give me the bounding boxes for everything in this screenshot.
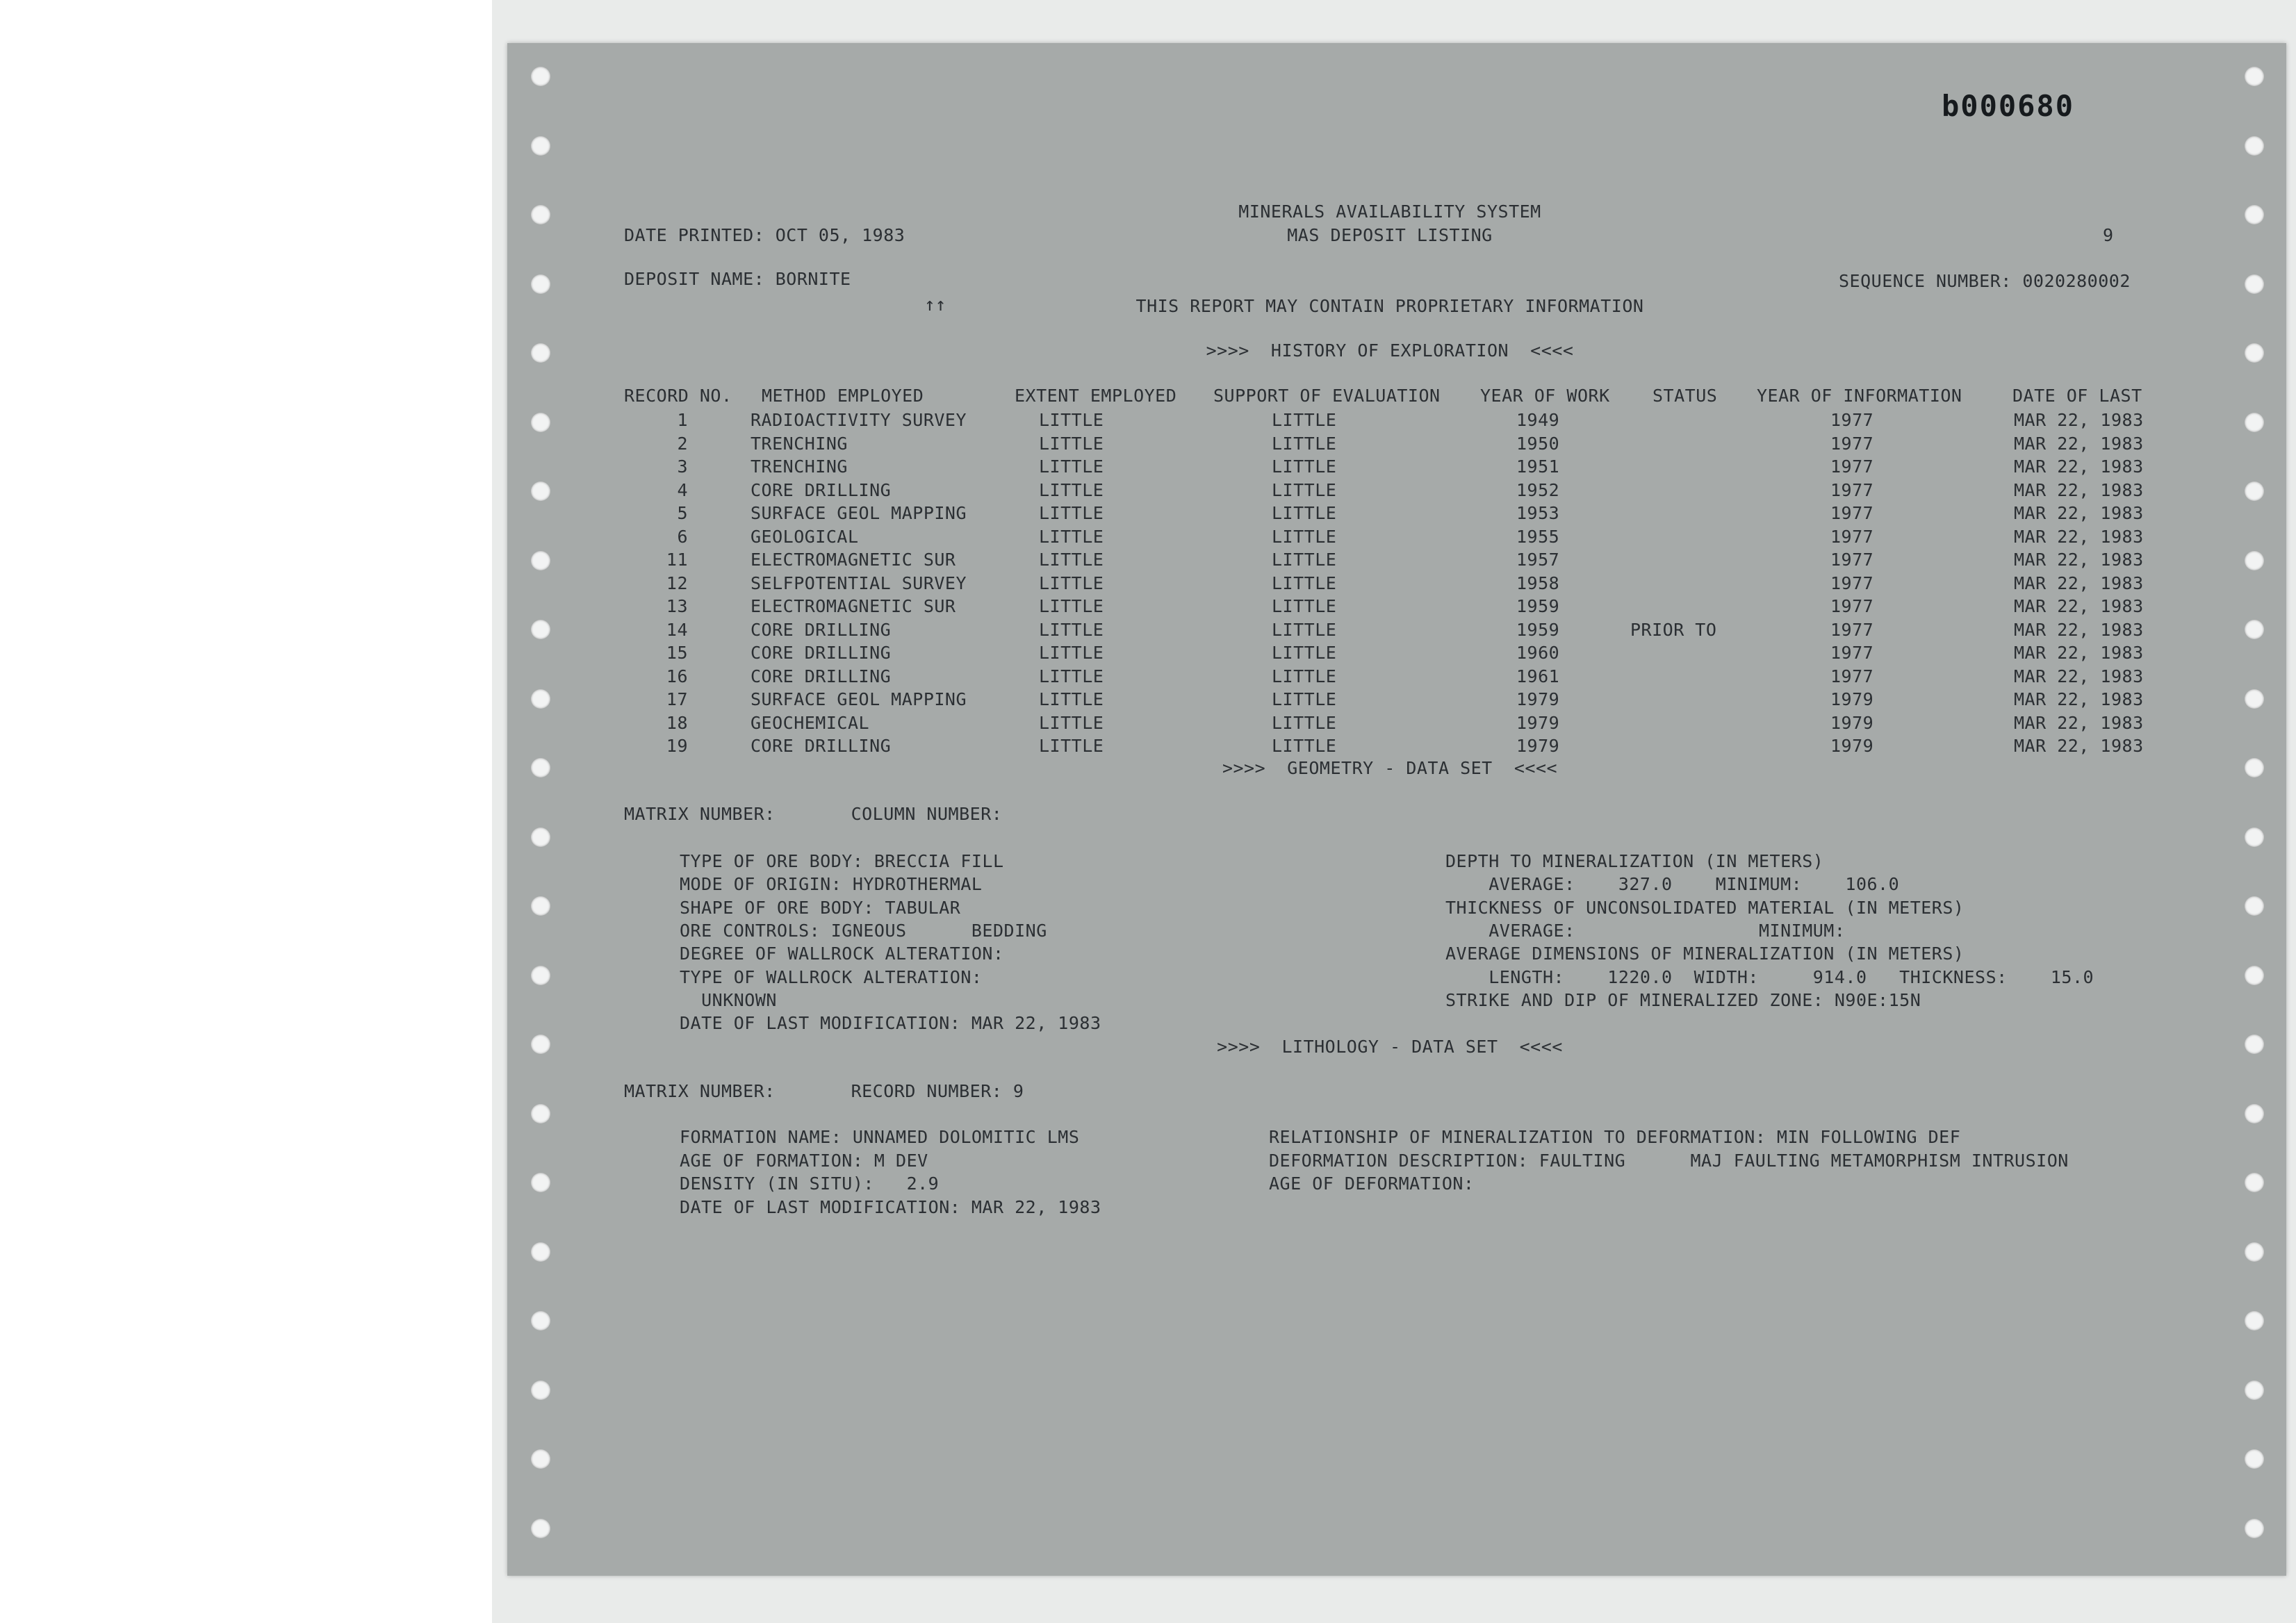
table-cell: 1979 (1516, 736, 1560, 756)
table-cell: 1953 (1516, 503, 1560, 523)
geometry-field: AVERAGE: 327.0 MINIMUM: 106.0 (1445, 874, 1900, 895)
deposit-name: DEPOSIT NAME: BORNITE (624, 269, 851, 289)
table-cell: LITTLE (1039, 643, 1104, 663)
table-cell: 1977 (1830, 456, 1874, 477)
table-cell: LITTLE (1272, 666, 1337, 686)
geometry-field: UNKNOWN (680, 989, 777, 1010)
table-cell: 1958 (1516, 572, 1560, 593)
table-cell: MAR 22, 1983 (2014, 712, 2144, 733)
lithology-field: FORMATION NAME: UNNAMED DOLOMITIC LMS (680, 1127, 1080, 1147)
table-cell: 1979 (1516, 712, 1560, 733)
table-cell: SURFACE GEOL MAPPING (751, 689, 967, 709)
geometry-field: TYPE OF WALLROCK ALTERATION: (680, 966, 983, 987)
geometry-field: LENGTH: 1220.0 WIDTH: 914.0 THICKNESS: 15.0 (1445, 966, 2094, 987)
tractor-hole (531, 481, 550, 501)
table-cell: LITTLE (1039, 526, 1104, 547)
table-cell: LITTLE (1039, 689, 1104, 709)
table-cell: MAR 22, 1983 (2014, 433, 2144, 454)
tractor-hole (2245, 689, 2264, 709)
tractor-hole (531, 689, 550, 709)
table-cell: LITTLE (1039, 479, 1104, 500)
geometry-field: DEGREE OF WALLROCK ALTERATION: (680, 944, 1004, 964)
tractor-hole (2245, 274, 2264, 294)
tractor-hole (2245, 620, 2264, 639)
table-cell: TRENCHING (751, 456, 848, 477)
sequence-number: SEQUENCE NUMBER: 0020280002 (1839, 271, 2131, 291)
record-number-cell: 1 (677, 410, 688, 430)
table-cell: 1949 (1516, 410, 1560, 430)
geometry-field: SHAPE OF ORE BODY: TABULAR (680, 897, 961, 918)
tractor-hole (2245, 1519, 2264, 1538)
tractor-hole (531, 551, 550, 570)
table-cell: MAR 22, 1983 (2014, 643, 2144, 663)
record-number-cell: 6 (677, 526, 688, 547)
geometry-field: STRIKE AND DIP OF MINERALIZED ZONE: N90E:15N (1445, 989, 1921, 1010)
column-header: METHOD EMPLOYED (762, 386, 924, 406)
table-cell: LITTLE (1039, 550, 1104, 570)
lithology-field: DENSITY (IN SITU): 2.9 (680, 1173, 940, 1194)
table-cell: LITTLE (1272, 596, 1337, 616)
table-cell: 1979 (1516, 689, 1560, 709)
exploration-section-title: >>>> HISTORY OF EXPLORATION <<<< (1206, 340, 1574, 361)
tractor-hole (2245, 343, 2264, 363)
column-header: STATUS (1653, 386, 1718, 406)
table-cell: 1977 (1830, 666, 1874, 686)
table-cell: CORE DRILLING (751, 479, 892, 500)
lithology-field: DEFORMATION DESCRIPTION: FAULTING MAJ FAULTING METAMORPHISM INTRUSION (1269, 1150, 2069, 1171)
table-cell: 1961 (1516, 666, 1560, 686)
table-cell: 1950 (1516, 433, 1560, 454)
table-cell: 1979 (1830, 689, 1874, 709)
table-cell: LITTLE (1039, 736, 1104, 756)
system-title: MINERALS AVAILABILITY SYSTEM (1238, 201, 1541, 222)
table-cell: RADIOACTIVITY SURVEY (751, 410, 967, 430)
table-cell: LITTLE (1039, 712, 1104, 733)
page-number: 9 (2103, 225, 2114, 245)
tractor-hole (531, 413, 550, 432)
record-number-cell: 3 (677, 456, 688, 477)
tractor-hole (531, 1104, 550, 1123)
table-cell: LITTLE (1039, 410, 1104, 430)
tractor-hole (2245, 1035, 2264, 1054)
geometry-field: THICKNESS OF UNCONSOLIDATED MATERIAL (IN METERS) (1445, 897, 1965, 918)
column-header: YEAR OF WORK (1480, 386, 1610, 406)
table-cell: 1959 (1516, 619, 1560, 640)
table-cell: 1977 (1830, 596, 1874, 616)
table-cell: ELECTROMAGNETIC SUR (751, 596, 956, 616)
record-number-cell: 18 (666, 712, 688, 733)
table-cell: LITTLE (1272, 712, 1337, 733)
table-cell: MAR 22, 1983 (2014, 503, 2144, 523)
table-cell: 1960 (1516, 643, 1560, 663)
table-cell: MAR 22, 1983 (2014, 526, 2144, 547)
lithology-field: DATE OF LAST MODIFICATION: MAR 22, 1983 (680, 1196, 1101, 1217)
tractor-hole (2245, 1381, 2264, 1400)
proprietary-notice: THIS REPORT MAY CONTAIN PROPRIETARY INFORMATION (1135, 296, 1644, 316)
tractor-hole (531, 1173, 550, 1192)
record-number-cell: 13 (666, 596, 688, 616)
table-cell: 1977 (1830, 619, 1874, 640)
table-cell: LITTLE (1039, 456, 1104, 477)
lithology-field: RELATIONSHIP OF MINERALIZATION TO DEFORMATION: MIN FOLLOWING DEF (1269, 1127, 1961, 1147)
table-cell: 1977 (1830, 550, 1874, 570)
tractor-hole (531, 827, 550, 847)
table-cell: 1979 (1830, 736, 1874, 756)
table-cell: LITTLE (1272, 550, 1337, 570)
lithology-field: AGE OF FORMATION: M DEV (680, 1150, 928, 1171)
tractor-hole (2245, 896, 2264, 916)
table-cell: MAR 22, 1983 (2014, 689, 2144, 709)
tractor-hole (531, 966, 550, 985)
tractor-hole (2245, 67, 2264, 86)
tractor-hole (2245, 481, 2264, 501)
tractor-hole (531, 205, 550, 224)
record-number-cell: 2 (677, 433, 688, 454)
table-cell: MAR 22, 1983 (2014, 572, 2144, 593)
table-cell: 1977 (1830, 503, 1874, 523)
table-cell: TRENCHING (751, 433, 848, 454)
table-cell: ELECTROMAGNETIC SUR (751, 550, 956, 570)
column-header: RECORD NO. (624, 386, 732, 406)
table-cell: MAR 22, 1983 (2014, 410, 2144, 430)
listing-title: MAS DEPOSIT LISTING (1287, 225, 1493, 245)
tractor-hole (531, 1449, 550, 1469)
record-number-cell: 16 (666, 666, 688, 686)
table-cell: 1959 (1516, 596, 1560, 616)
table-cell: LITTLE (1272, 503, 1337, 523)
table-cell: 1977 (1830, 526, 1874, 547)
tractor-hole (531, 1242, 550, 1262)
table-cell: MAR 22, 1983 (2014, 666, 2144, 686)
table-cell: 1957 (1516, 550, 1560, 570)
column-header: SUPPORT OF EVALUATION (1213, 386, 1441, 406)
table-cell: LITTLE (1272, 619, 1337, 640)
table-cell: LITTLE (1039, 572, 1104, 593)
tractor-hole (2245, 413, 2264, 432)
record-number-cell: 12 (666, 572, 688, 593)
table-cell: MAR 22, 1983 (2014, 479, 2144, 500)
table-cell: LITTLE (1272, 526, 1337, 547)
tractor-hole (531, 896, 550, 916)
table-cell: CORE DRILLING (751, 666, 892, 686)
table-cell: 1979 (1830, 712, 1874, 733)
geometry-field: ORE CONTROLS: IGNEOUS BEDDING (680, 920, 1047, 941)
table-cell: MAR 22, 1983 (2014, 736, 2144, 756)
table-cell: 1955 (1516, 526, 1560, 547)
table-cell: LITTLE (1272, 456, 1337, 477)
tractor-hole (531, 620, 550, 639)
table-cell: LITTLE (1039, 433, 1104, 454)
table-cell: LITTLE (1039, 619, 1104, 640)
tractor-hole (2245, 758, 2264, 777)
table-cell: 1951 (1516, 456, 1560, 477)
table-cell: MAR 22, 1983 (2014, 456, 2144, 477)
geometry-matrix-line: MATRIX NUMBER: COLUMN NUMBER: (624, 804, 1003, 824)
lithology-section-title: >>>> LITHOLOGY - DATA SET <<<< (1217, 1037, 1563, 1057)
table-cell: PRIOR TO (1630, 619, 1717, 640)
lithology-matrix-line: MATRIX NUMBER: RECORD NUMBER: 9 (624, 1081, 1024, 1101)
column-header: DATE OF LAST (2012, 386, 2142, 406)
table-cell: LITTLE (1272, 433, 1337, 454)
tractor-hole (531, 274, 550, 294)
table-cell: MAR 22, 1983 (2014, 596, 2144, 616)
table-cell: 1977 (1830, 433, 1874, 454)
table-cell: LITTLE (1272, 479, 1337, 500)
table-cell: GEOLOGICAL (751, 526, 859, 547)
tractor-hole (2245, 966, 2264, 985)
geometry-section-title: >>>> GEOMETRY - DATA SET <<<< (1222, 758, 1558, 778)
tractor-hole (531, 1035, 550, 1054)
table-cell: LITTLE (1272, 572, 1337, 593)
table-cell: LITTLE (1272, 643, 1337, 663)
table-cell: 1977 (1830, 572, 1874, 593)
tractor-hole (531, 136, 550, 156)
table-cell: MAR 22, 1983 (2014, 619, 2144, 640)
tractor-hole (2245, 205, 2264, 224)
geometry-field: DEPTH TO MINERALIZATION (IN METERS) (1445, 851, 1824, 871)
tractor-hole (2245, 1311, 2264, 1330)
date-printed: DATE PRINTED: OCT 05, 1983 (624, 225, 905, 245)
lithology-field: AGE OF DEFORMATION: (1269, 1173, 1475, 1194)
tractor-hole (531, 1519, 550, 1538)
record-number-cell: 14 (666, 619, 688, 640)
document-stamp: b000680 (1942, 89, 2075, 123)
arrow-marks: ↑↑ (924, 295, 946, 315)
tractor-hole (2245, 1173, 2264, 1192)
geometry-field: MODE OF ORIGIN: HYDROTHERMAL (680, 874, 983, 895)
table-cell: CORE DRILLING (751, 643, 892, 663)
record-number-cell: 11 (666, 550, 688, 570)
tractor-hole (2245, 1104, 2264, 1123)
tractor-hole (531, 1381, 550, 1400)
record-number-cell: 5 (677, 503, 688, 523)
tractor-hole (531, 1311, 550, 1330)
table-cell: GEOCHEMICAL (751, 712, 870, 733)
table-cell: LITTLE (1272, 410, 1337, 430)
record-number-cell: 4 (677, 479, 688, 500)
table-cell: CORE DRILLING (751, 619, 892, 640)
geometry-field: TYPE OF ORE BODY: BRECCIA FILL (680, 851, 1004, 871)
geometry-field: DATE OF LAST MODIFICATION: MAR 22, 1983 (680, 1013, 1101, 1034)
table-cell: 1977 (1830, 479, 1874, 500)
tractor-hole (2245, 1449, 2264, 1469)
table-cell: SELFPOTENTIAL SURVEY (751, 572, 967, 593)
tractor-hole (531, 343, 550, 363)
table-cell: CORE DRILLING (751, 736, 892, 756)
record-number-cell: 17 (666, 689, 688, 709)
table-cell: LITTLE (1272, 736, 1337, 756)
table-cell: LITTLE (1039, 666, 1104, 686)
tractor-hole (2245, 551, 2264, 570)
table-cell: LITTLE (1272, 689, 1337, 709)
table-cell: 1952 (1516, 479, 1560, 500)
table-cell: MAR 22, 1983 (2014, 550, 2144, 570)
column-header: EXTENT EMPLOYED (1015, 386, 1177, 406)
record-number-cell: 15 (666, 643, 688, 663)
tractor-hole (2245, 136, 2264, 156)
table-cell: LITTLE (1039, 503, 1104, 523)
tractor-hole (531, 758, 550, 777)
table-cell: LITTLE (1039, 596, 1104, 616)
tractor-hole (2245, 1242, 2264, 1262)
geometry-field: AVERAGE: MINIMUM: (1445, 920, 1846, 941)
tractor-hole (531, 67, 550, 86)
geometry-field: AVERAGE DIMENSIONS OF MINERALIZATION (IN METERS) (1445, 944, 1965, 964)
table-cell: 1977 (1830, 410, 1874, 430)
tractor-hole (2245, 827, 2264, 847)
column-header: YEAR OF INFORMATION (1757, 386, 1962, 406)
table-cell: SURFACE GEOL MAPPING (751, 503, 967, 523)
record-number-cell: 19 (666, 736, 688, 756)
table-cell: 1977 (1830, 643, 1874, 663)
